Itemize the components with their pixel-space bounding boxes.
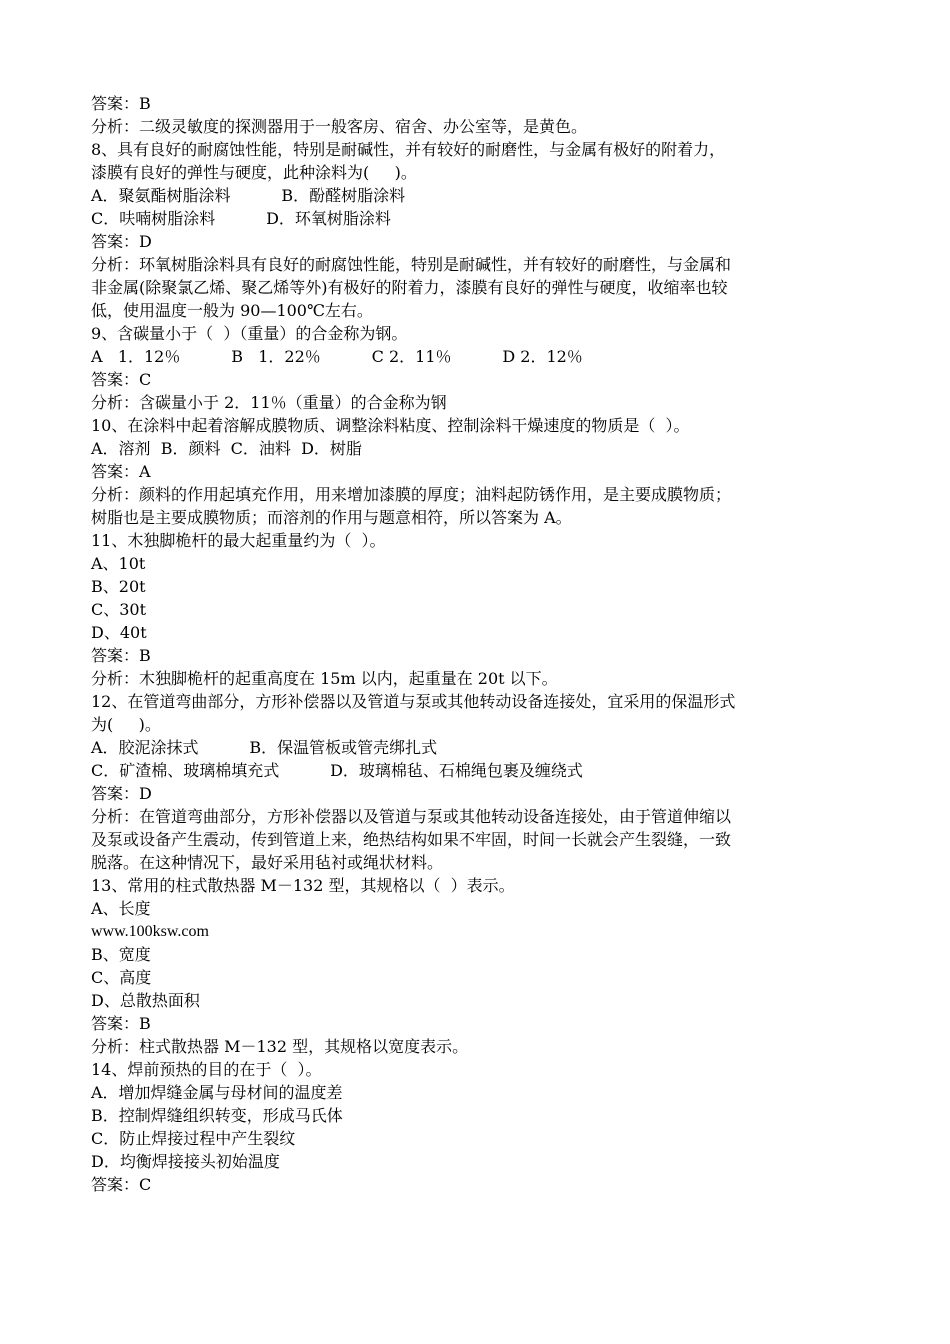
option-line: C．矿渣棉、玻璃棉填充式 D．玻璃棉毡、石棉绳包裹及缠绕式	[91, 761, 583, 780]
option-line: D、总散热面积	[91, 991, 200, 1010]
analysis-line: 分析：二级灵敏度的探测器用于一般客房、宿舍、办公室等，是黄色。	[91, 117, 588, 136]
analysis-line: 非金属(除聚氯乙烯、聚乙烯等外)有极好的附着力，漆膜有良好的弹性与硬度，收缩率也较	[91, 278, 728, 297]
question-line: 10、在涂料中起着溶解成膜物质、调整涂料粘度、控制涂料干燥速度的物质是（ ）。	[91, 416, 690, 435]
answer-line: 答案：B	[91, 646, 151, 665]
option-line: A、10t	[91, 554, 146, 573]
answer-line: 答案：C	[91, 370, 152, 389]
option-line: C．防止焊接过程中产生裂纹	[91, 1129, 296, 1148]
answer-line: 答案：B	[91, 94, 151, 113]
analysis-line: 树脂也是主要成膜物质；而溶剂的作用与题意相符，所以答案为 A。	[91, 508, 572, 527]
question-line: 8、具有良好的耐腐蚀性能，特别是耐碱性，并有较好的耐磨性，与金属有极好的附着力，	[91, 140, 726, 159]
document-page	[91, 92, 861, 1196]
analysis-line: 低，使用温度一般为 90—100℃左右。	[91, 301, 373, 320]
analysis-line: 及泵或设备产生震动，传到管道上来，绝热结构如果不牢固，时间一长就会产生裂缝，一致	[91, 830, 732, 849]
question-line: 13、常用的柱式散热器 M－132 型，其规格以（ ）表示。	[91, 876, 515, 895]
option-line: D．均衡焊接接头初始温度	[91, 1152, 280, 1171]
question-line: 为( )。	[91, 715, 161, 734]
answer-line: 答案：D	[91, 784, 152, 803]
option-line: A．胶泥涂抹式 B．保温管板或管壳绑扎式	[91, 738, 438, 757]
option-line: D、40t	[91, 623, 147, 642]
option-line: A．溶剂 B．颜料 C．油料 D．树脂	[91, 439, 362, 458]
option-line: A．聚氨酯树脂涂料 B．酚醛树脂涂料	[91, 186, 406, 205]
question-line: 9、含碳量小于（ ）（重量）的合金称为钢。	[91, 324, 408, 343]
answer-line: 答案：B	[91, 1014, 151, 1033]
analysis-line: 分析：木独脚桅杆的起重高度在 15m 以内，起重量在 20t 以下。	[91, 669, 558, 688]
analysis-line: 分析：在管道弯曲部分，方形补偿器以及管道与泵或其他转动设备连接处，由于管道伸缩以	[91, 807, 732, 826]
option-line: A．增加焊缝金属与母材间的温度差	[91, 1083, 343, 1102]
option-line: A、长度	[91, 899, 151, 918]
website-watermark: www.100ksw.com	[91, 923, 209, 940]
option-line: B．控制焊缝组织转变，形成马氏体	[91, 1106, 343, 1125]
option-line: B、20t	[91, 577, 146, 596]
analysis-line: 分析：柱式散热器 M－132 型，其规格以宽度表示。	[91, 1037, 469, 1056]
question-line: 11、木独脚桅杆的最大起重量约为（ ）。	[91, 531, 386, 550]
option-line: C、高度	[91, 968, 152, 987]
analysis-line: 分析：含碳量小于 2．11％（重量）的合金称为钢	[91, 393, 447, 412]
option-line: C、30t	[91, 600, 147, 619]
analysis-line: 分析：环氧树脂涂料具有良好的耐腐蚀性能，特别是耐碱性，并有较好的耐磨性，与金属和	[91, 255, 732, 274]
option-line: C．呋喃树脂涂料 D．环氧树脂涂料	[91, 209, 391, 228]
analysis-line: 分析：颜料的作用起填充作用，用来增加漆膜的厚度；油料起防锈作用，是主要成膜物质；	[91, 485, 732, 504]
question-line: 14、焊前预热的目的在于（ ）。	[91, 1060, 322, 1079]
answer-line: 答案：C	[91, 1175, 152, 1194]
analysis-line: 脱落。在这种情况下，最好采用毡衬或绳状材料。	[91, 853, 444, 872]
question-line: 漆膜有良好的弹性与硬度，此种涂料为( )。	[91, 163, 417, 182]
option-line: A 1．12％ B 1．22％ C 2．11％ D 2．12％	[91, 347, 583, 366]
answer-line: 答案：A	[91, 462, 151, 481]
question-line: 12、在管道弯曲部分，方形补偿器以及管道与泵或其他转动设备连接处，宜采用的保温形式	[91, 692, 736, 711]
answer-line: 答案：D	[91, 232, 152, 251]
option-line: B、宽度	[91, 945, 151, 964]
